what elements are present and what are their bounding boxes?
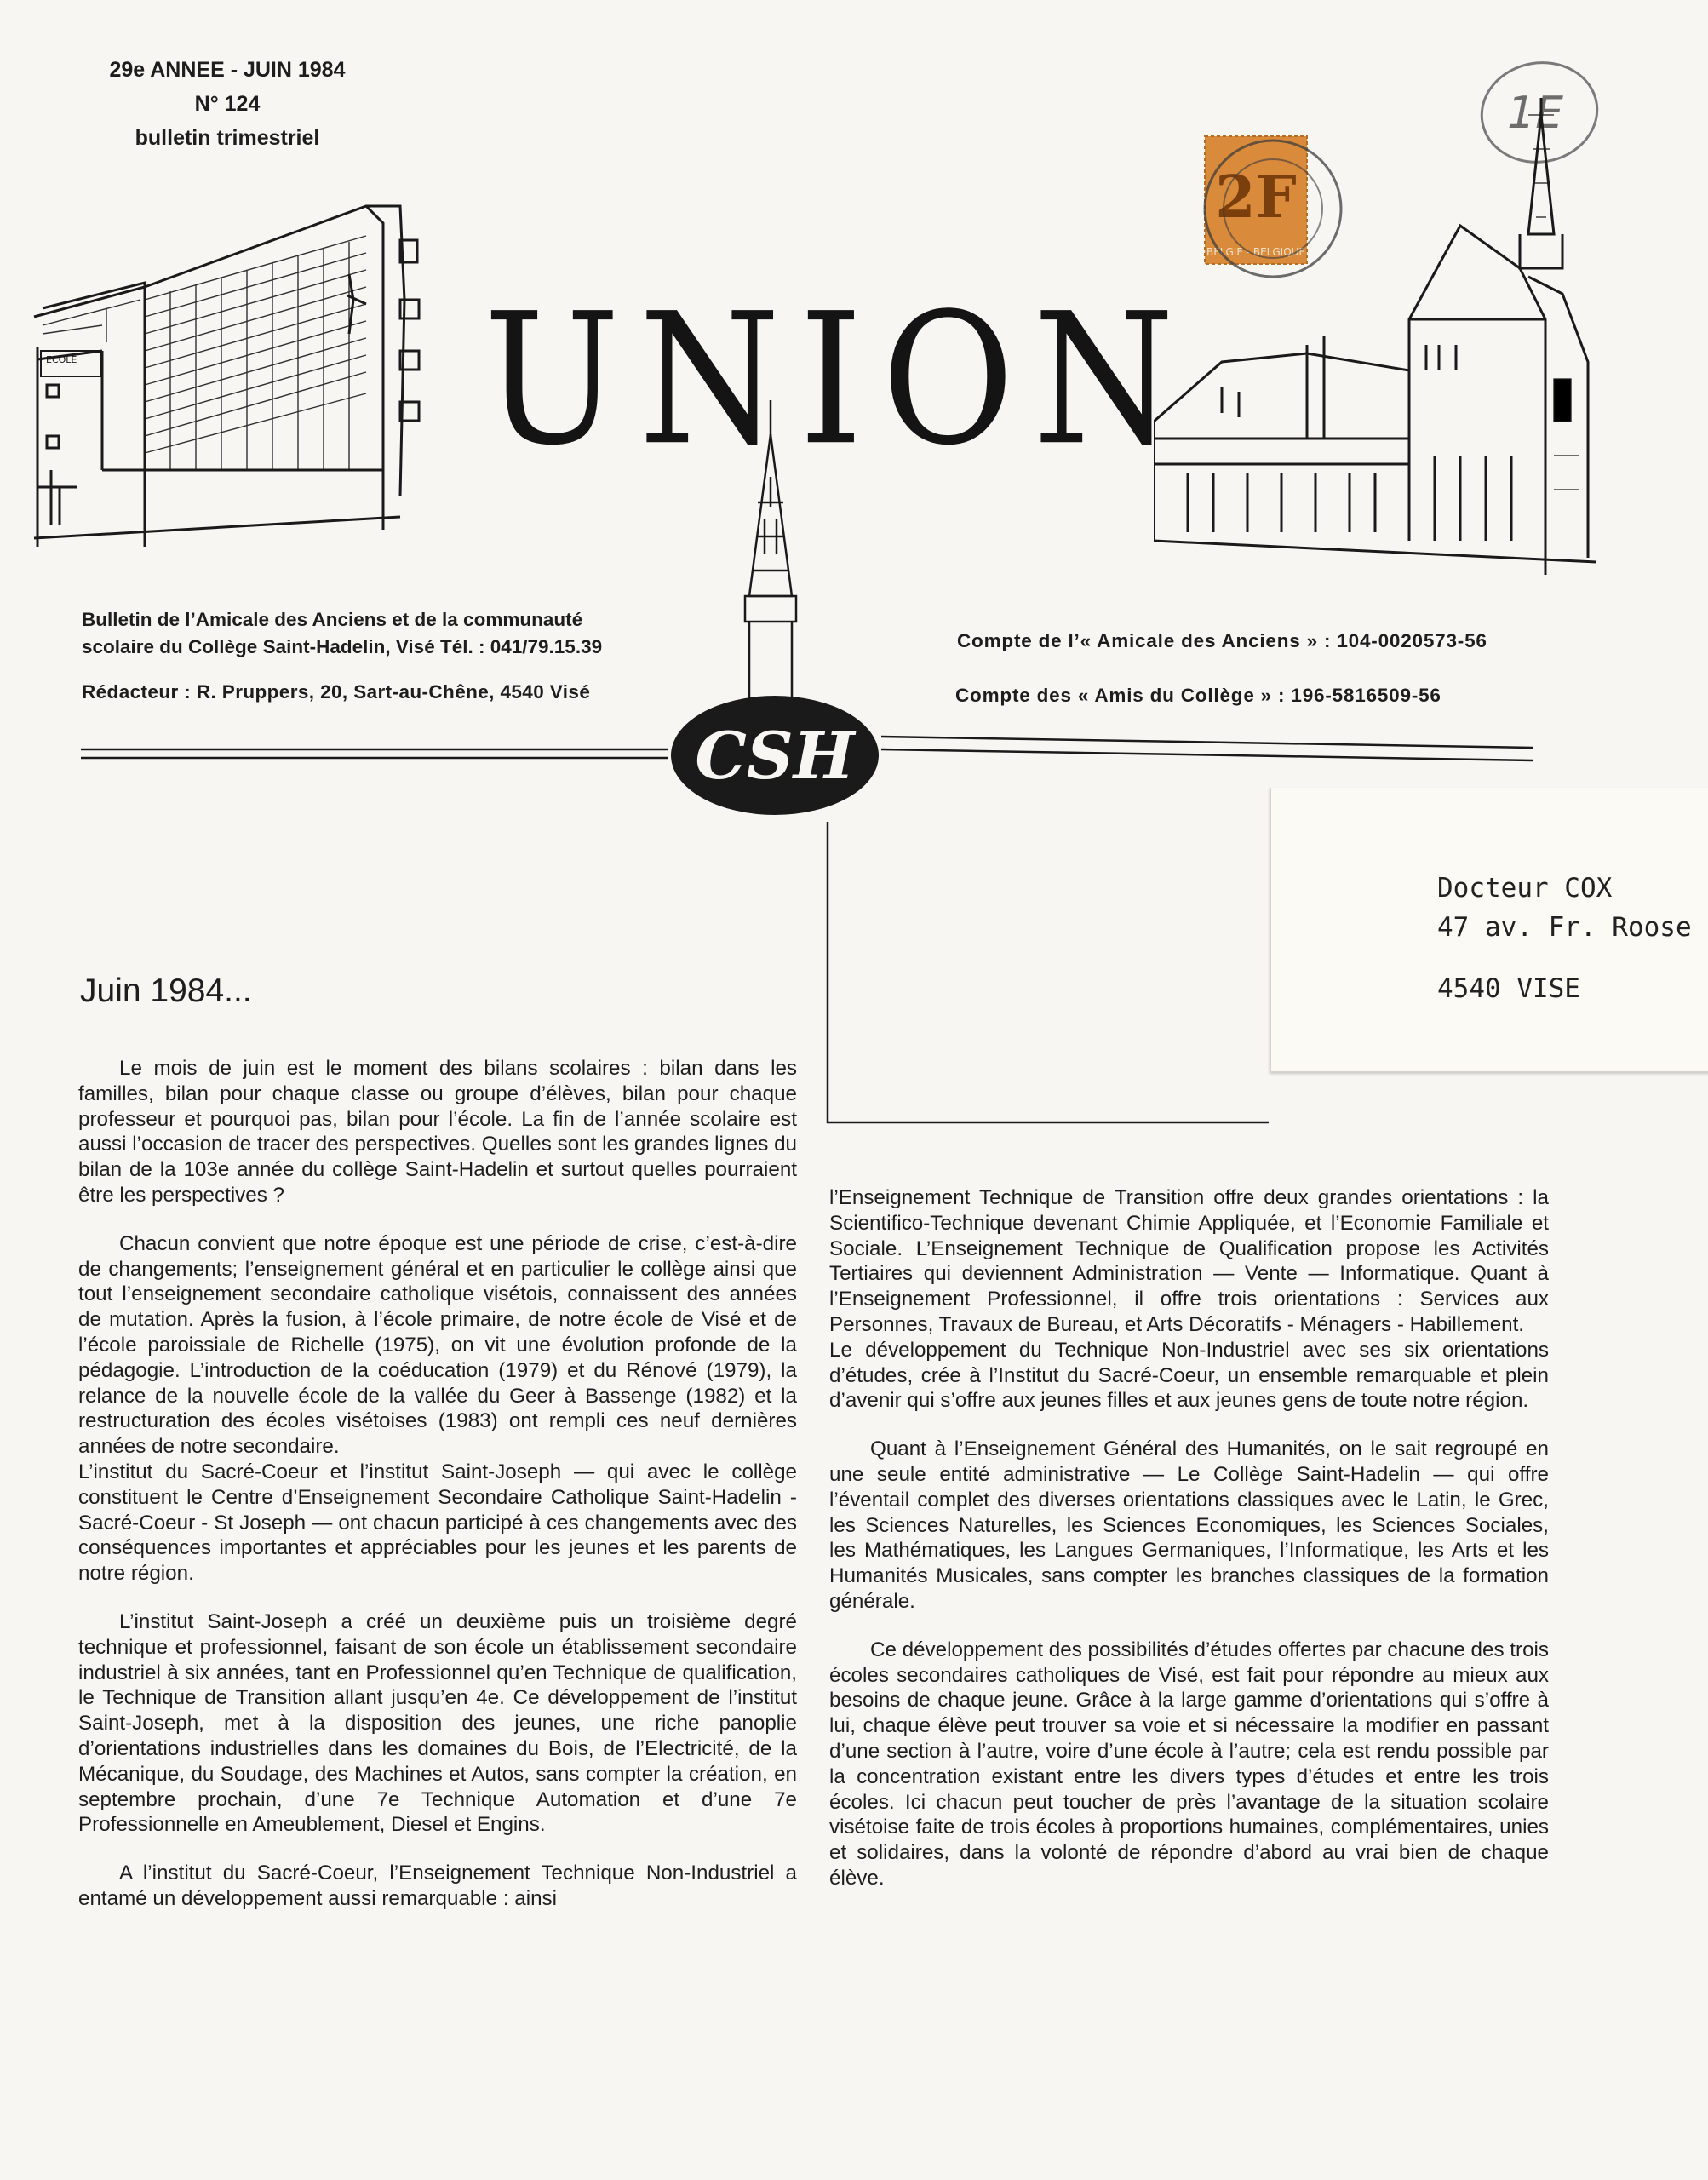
editor-line: Rédacteur : R. Pruppers, 20, Sart-au-Chêne, 4540 Visé	[82, 681, 591, 703]
stamp-country: BELGIE - BELGIQUE	[1206, 246, 1306, 258]
article-left-column	[78, 1056, 797, 1935]
article-right-column	[829, 1185, 1549, 1914]
subtitle-line-2: scolaire du Collège Saint-Hadelin, Visé Tél. : 041/79.15.39	[82, 636, 603, 657]
school-sign-text: ECOLE	[46, 354, 77, 365]
paragraph: Ce développement des possibilités d’études offertes par chacune des trois écoles secondaires catholiques de Visé, est fait pour répondre au mieux aux besoins de chaque jeune. Grâce à la large gamme d’orientations qui s’offre à lui, chaque élève peut trouver sa voie et si nécessaire la modifier en passant d’une section à l’autre, voire d’une école à l’autre; cela est rendu possible par la concentration existant entre les divers types d’études et entre les trois écoles. Ici chacun peut toucher de près l’avantage de la situation scolaire visétoise faite de trois écoles à proportions humaines, complémentaires, unies et solidaires, dans la volonté de répondre d’abord au vrai bien de chaque élève.	[829, 1638, 1549, 1890]
paragraph: Quant à l’Enseignement Général des Humanités, on le sait regroupé en une seule entité administrative — Le Collège Saint-Hadelin — qui offre l’éventail complet des diverses orientations classiques avec le Latin, le Grec, les Sciences Naturelles, les Sciences Economiques, les Sciences Sociales, les Mathématiques, les Langues Germaniques, l’Informatique, les Arts et les Humanités Musicales, sans compter les branches classiques de la formation générale.	[829, 1437, 1549, 1613]
address-label	[1270, 788, 1708, 1072]
pencil-note-text: 1E	[1507, 88, 1563, 139]
account-amicale: Compte de l’« Amicale des Anciens » : 104-0020573-56	[957, 630, 1487, 651]
subtitle-line-1: Bulletin de l’Amicale des Anciens et de la communauté	[82, 609, 583, 630]
paragraph: Le mois de juin est le moment des bilans scolaires : bilan dans les familles, bilan pour chaque classe ou groupe d’élèves, bilan pour chaque professeur et pourquoi pas, bilan pour l’école. La fin de l’année scolaire est aussi l’occasion de tracer des perspectives. Quelles sont les grandes lignes du bilan de la 103e année du collège Saint-Hadelin et surtout quelles pourraient être les perspectives ?	[78, 1057, 797, 1207]
address-city: 4540 VISE	[1437, 973, 1580, 1004]
paragraph: A l’institut du Sacré-Coeur, l’Enseignement Technique Non-Industriel a entamé un développement aussi remarquable : ainsi	[78, 1862, 797, 1910]
masthead-title: UNION	[484, 274, 1194, 485]
paragraph: L’institut du Sacré-Coeur et l’institut Saint-Joseph — qui avec le collège constituent le Centre d’Enseignement Secondaire Catholique Saint-Hadelin - Sacré-Coeur - St Joseph — ont chacun participé à ces changements avec des conséquences importantes et appréciables pour les jeunes et les parents de notre région.	[78, 1460, 797, 1586]
article-headline: Juin 1984...	[80, 972, 252, 1009]
stamp-value: 2F	[1215, 164, 1297, 232]
paragraph: Chacun convient que notre époque est une période de crise, c’est-à-dire de changements; l’enseignement général et en particulier le collège ainsi que tout l’enseignement secondaire catholique visétois, connaissent des années de mutation. Après la fusion, à l’école primaire, de notre école de Visé et de l’école paroissiale de Richelle (1975), on vit une évolution profonde de la pédagogie. L’introduction de la coéducation (1979) et du Rénové (1979), la relance de la nouvelle école de la vallée du Geer à Bassenge (1982) et la restructuration des écoles visétoises (1983) ont rempli ces neuf dernières années de notre secondaire.	[78, 1231, 797, 1459]
address-name: Docteur COX	[1437, 873, 1613, 904]
issue-type: bulletin trimestriel	[135, 126, 320, 150]
issue-number: N° 124	[194, 92, 261, 116]
paragraph: L’institut Saint-Joseph a créé un deuxième puis un troisième degré technique et professionnel, faisant de son école un établissement secondaire industriel à six années, tant en Professionnel qu’en Technique de qualification, le Technique de Transition allant jusqu’en 4e. Ce développement de l’institut Saint-Joseph, met à la disposition des jeunes, une riche panoplie d’orientations industrielles dans les domaines du Bois, de l’Electricité, de la Mécanique, du Soudage, des Machines et Autos, sans compter la création, en septembre prochain, d’une 7e Technique Automation et d’une 7e Professionnelle en Ameublement, Diesel et Engins.	[78, 1609, 797, 1837]
monogram-letters: CSH	[695, 718, 855, 794]
issue-year: 29e ANNEE - JUIN 1984	[109, 58, 346, 82]
paragraph: Le développement du Technique Non-Industriel avec ses six orientations d’études, crée à l’Institut du Sacré-Coeur, un ensemble remarquable et plein d’avenir qui s’offre aux jeunes filles et aux jeunes gens de toute notre région.	[829, 1338, 1549, 1413]
address-street: 47 av. Fr. Roose	[1437, 912, 1692, 943]
paragraph: l’Enseignement Technique de Transition offre deux grandes orientations : la Scientifico-Technique devenant Chimie Appliquée, et l’Economie Familiale et Sociale. L’Enseignement Technique de Qualification propose les Activités Tertiaires qui deviennent Administration — Vente — Informatique. Quant à l’Enseignement Professionnel, il offre trois orientations : Services aux Personnes, Travaux de Bureau, et Arts Décoratifs - Ménagers - Habillement.	[829, 1186, 1549, 1336]
account-amis: Compte des « Amis du Collège » : 196-5816509-56	[955, 685, 1441, 706]
